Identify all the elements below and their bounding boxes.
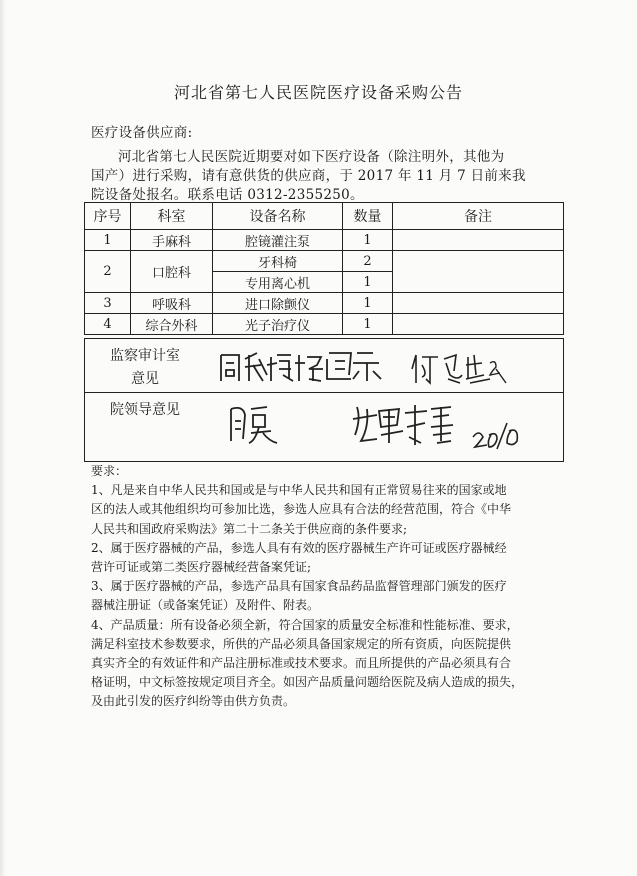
requirement-line: 及由此引发的医疗纠纷等由供方负责。 [91, 694, 296, 709]
cell-name: 进口除颤仪 [213, 293, 343, 314]
cell-note [393, 251, 564, 293]
salutation: 医疗设备供应商: [91, 125, 193, 141]
page-title: 河北省第七人民医院医疗设备采购公告 [173, 83, 463, 102]
header-no: 序号 [85, 203, 131, 230]
requirement-line: 1、凡是来自中华人民共和国或是与中华人民共和国有正常贸易往来的国家或地 [91, 483, 507, 498]
requirement-line: 格证明，中文标签按规定项目齐全。如因产品质量问题给医院及病人造成的损失， [91, 675, 524, 690]
cell-qty: 2 [343, 251, 393, 272]
supervision-opinion-box [84, 338, 564, 393]
requirement-line: 4、产品质量：所有设备必须全新，符合国家的质量安全标准和性能标准、要求， [91, 617, 519, 632]
cell-note [393, 230, 564, 251]
cell-qty: 1 [343, 293, 393, 314]
intro-line-3: 院设备处报名。联系电话 0312-2355250。 [91, 187, 364, 203]
leadership-opinion-box [84, 392, 564, 462]
cell-qty: 1 [343, 272, 393, 293]
intro-line-1: 河北省第七人民医院近期要对如下医疗设备（除注明外，其他为 [118, 149, 505, 165]
intro-line-2: 国产）进行采购，请有意供货的供应商，于 2017 年 11 月 7 日前来我 [91, 168, 526, 184]
cell-dept: 综合外科 [131, 314, 213, 335]
requirement-line: 2、属于医疗器械的产品，参选人具有有效的医疗器械生产许可证或医疗器械经 [91, 540, 507, 555]
requirement-line: 区的法人或其他组织均可参加比选，参选人应具有合法的经营范围，符合《中华 [91, 502, 512, 517]
cell-qty: 1 [343, 314, 393, 335]
requirement-line: 人民共和国政府采购法》第二十二条关于供应商的条件要求; [91, 521, 408, 536]
header-qty: 数量 [343, 203, 393, 230]
requirement-line: 真实齐全的有效证件和产品注册标准或技术要求。而且所提供的产品必须具有合 [91, 656, 512, 671]
table-row [85, 230, 564, 251]
supervision-signature [410, 349, 510, 391]
supervision-label-line2: 意见 [131, 371, 159, 387]
supervision-label-line1: 监察审计室 [110, 348, 180, 364]
requirement-line: 营许可证或第二类医疗器械经营备案凭证; [91, 560, 312, 575]
cell-dept: 口腔科 [131, 251, 213, 293]
cell-note [393, 314, 564, 335]
table-row [85, 314, 564, 335]
cell-qty: 1 [343, 230, 393, 251]
cell-no: 3 [85, 293, 131, 314]
leadership-label: 院领导意见 [110, 402, 180, 418]
cell-no: 1 [85, 230, 131, 251]
requirements-section [91, 462, 541, 712]
cell-no: 4 [85, 314, 131, 335]
requirement-line: 器械注册证（或备案凭证）及附件、附表。 [91, 598, 320, 613]
header-name: 设备名称 [213, 203, 343, 230]
requirement-line: 3、属于医疗器械的产品，参选产品具有国家食品药品监督管理部门颁发的医疗 [91, 579, 507, 594]
table-row [85, 251, 564, 272]
requirements-heading: 要求： [91, 464, 128, 478]
cell-no: 2 [85, 251, 131, 293]
cell-name: 腔镜灌注泵 [213, 230, 343, 251]
table-header-row [85, 203, 564, 230]
cell-name: 光子治疗仪 [213, 314, 343, 335]
equipment-table [84, 202, 564, 335]
cell-name: 牙科椅 [213, 251, 343, 272]
header-note: 备注 [393, 203, 564, 230]
supervision-handwriting [217, 345, 397, 385]
cell-dept: 手麻科 [131, 230, 213, 251]
cell-name: 专用离心机 [213, 272, 343, 293]
requirement-line: 满足科室技术参数要求，所供的产品必须具备国家规定的所有资质，向医院提供 [91, 636, 512, 651]
leadership-handwriting [225, 401, 285, 447]
leadership-signature [347, 399, 537, 459]
cell-dept: 呼吸科 [131, 293, 213, 314]
scan-edge [0, 0, 6, 876]
cell-note [393, 293, 564, 314]
header-dept: 科室 [131, 203, 213, 230]
table-row [85, 293, 564, 314]
